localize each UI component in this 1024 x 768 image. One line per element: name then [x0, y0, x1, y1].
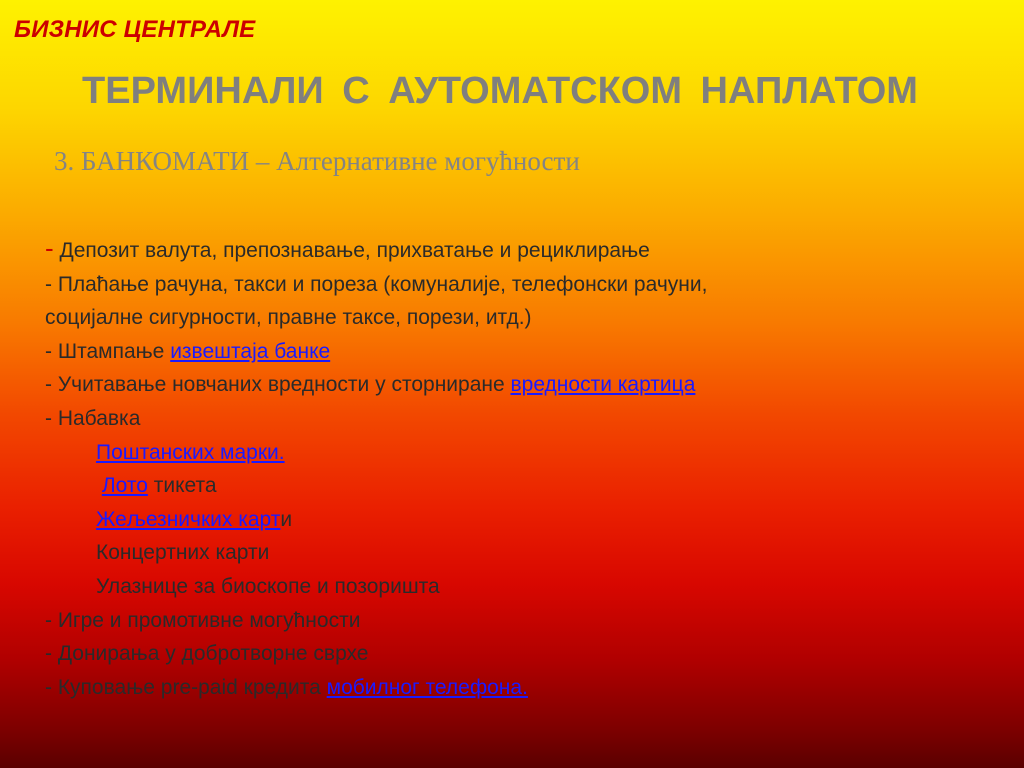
item-payment-line2: социјалне сигурности, правне таксе, порези, итд.)	[45, 306, 532, 330]
lotto-link[interactable]: Лото	[101, 474, 148, 498]
item-load-text: - Учитавање новчаних вредности у сторниране	[45, 373, 511, 397]
item-rail	[45, 503, 1005, 537]
slide-title: ТЕРМИНАЛИ С АУТОМАТСКОМ НАПЛАТОМ	[82, 70, 918, 112]
item-print	[45, 335, 1005, 369]
card-values-link[interactable]: вредности картица	[510, 373, 696, 397]
item-cinema: Улазнице за биоскопе и позоришта	[96, 574, 440, 598]
item-purchase: - Набавка	[45, 406, 141, 430]
item-payment-line1: - Плаћање рачуна, такси и пореза (комуналије, телефонски рачуни,	[45, 272, 708, 296]
item-lotto	[45, 469, 1005, 503]
brand-label: БИЗНИС ЦЕНТРАЛЕ	[14, 16, 256, 43]
mobile-phone-link[interactable]: мобилног телефона.	[326, 675, 528, 699]
item-games: - Игре и промотивне могућности	[45, 608, 361, 632]
railway-tickets-link[interactable]: Жељезничких карт	[96, 507, 281, 531]
content-list	[45, 232, 1005, 704]
item-stamps	[45, 436, 1005, 470]
postage-stamps-link[interactable]: Поштанских марки.	[96, 440, 285, 464]
item-prepaid-text: - Куповање pre-paid кредита	[45, 675, 327, 699]
item-rail-suffix: и	[280, 507, 293, 531]
item-print-text: - Штампање	[45, 339, 171, 363]
item-deposit-text: Депозит валута, препознавање, прихватање и рециклирање	[59, 239, 650, 262]
item-load	[45, 368, 1005, 402]
slide-subtitle: 3. БАНКОМАТИ – Алтернативне могућности	[54, 146, 580, 176]
item-prepaid	[45, 671, 1005, 705]
item-concert: Концертних карти	[96, 541, 270, 565]
red-dash: -	[45, 233, 54, 263]
bank-reports-link[interactable]: извештаја банке	[170, 339, 331, 363]
item-deposit	[45, 232, 1005, 268]
item-donations: - Донирања у добротворне сврхе	[45, 642, 369, 666]
item-lotto-text: тикета	[147, 474, 217, 498]
